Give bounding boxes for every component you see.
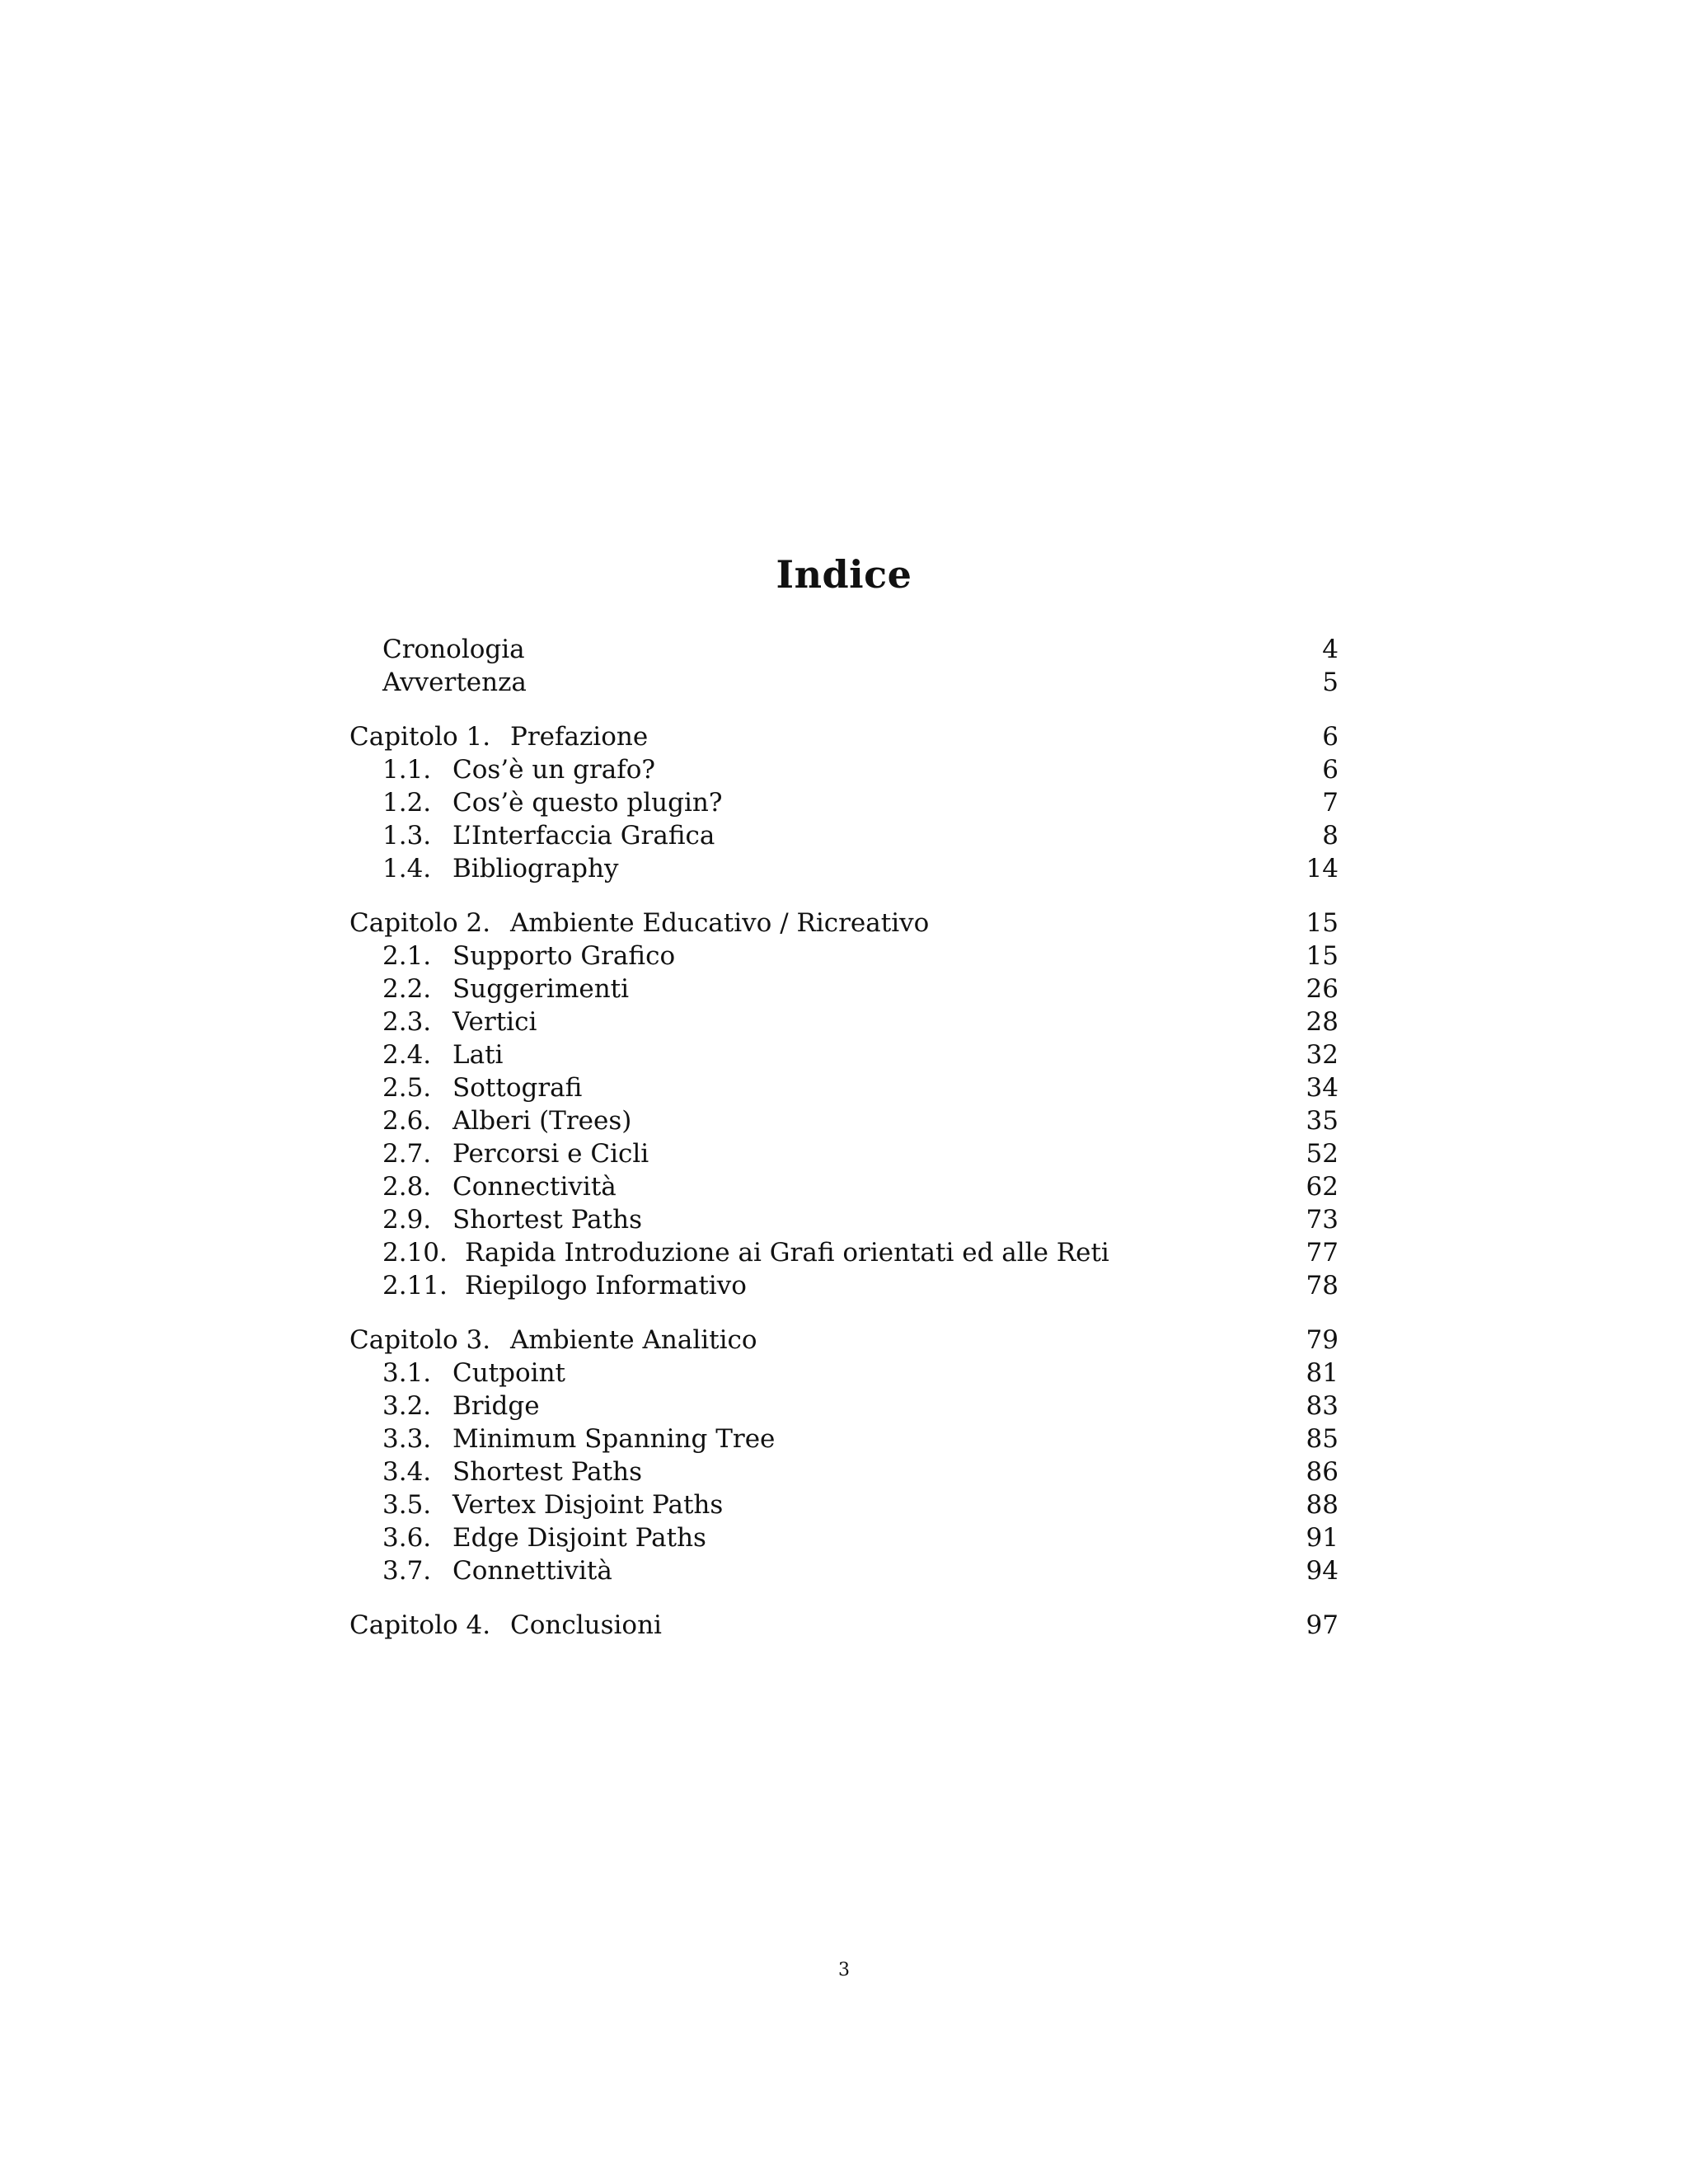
toc-entry-page: 62	[1306, 1172, 1339, 1202]
section-number: 2.1.	[382, 941, 432, 971]
toc-entry-section[interactable]	[349, 1269, 1339, 1302]
section-title: Percorsi e Cicli	[452, 1139, 649, 1169]
toc-entry-page: 86	[1306, 1457, 1339, 1487]
chapter-group	[349, 1609, 1339, 1642]
toc-entry-section[interactable]	[349, 1521, 1339, 1554]
section-title: Bridge	[452, 1391, 540, 1421]
section-title: Bibliography	[452, 854, 619, 883]
toc-entry-section[interactable]	[349, 1236, 1339, 1269]
toc-entry-section[interactable]	[349, 1203, 1339, 1236]
section-number: 3.3.	[382, 1424, 432, 1454]
section-number: 3.6.	[382, 1523, 432, 1553]
toc-entry-section[interactable]	[349, 852, 1339, 885]
toc-entry-page: 81	[1306, 1358, 1339, 1388]
chapter-number: Capitolo 2.	[349, 908, 491, 938]
toc-entry-front[interactable]	[349, 666, 1339, 699]
chapter-title: Ambiente Analitico	[510, 1325, 757, 1355]
toc-entry-front[interactable]	[349, 633, 1339, 666]
section-number: 3.1.	[382, 1358, 432, 1388]
section-number: 2.6.	[382, 1106, 432, 1136]
toc-entry-chapter[interactable]	[349, 1609, 1339, 1642]
chapter-title: Prefazione	[510, 722, 649, 752]
section-number: 2.2.	[382, 974, 432, 1004]
section-title: Minimum Spanning Tree	[452, 1424, 776, 1454]
toc-entry-page: 26	[1306, 974, 1339, 1004]
toc-entry-label: Avvertenza	[382, 668, 527, 697]
toc-entry-chapter[interactable]	[349, 1324, 1339, 1357]
chapter-number: Capitolo 3.	[349, 1325, 491, 1355]
chapter-group	[349, 1324, 1339, 1587]
toc-entry-page: 5	[1322, 668, 1339, 697]
toc-entry-section[interactable]	[349, 940, 1339, 972]
section-title: Riepilogo Informativo	[465, 1271, 747, 1301]
section-number: 2.9.	[382, 1205, 432, 1235]
toc-entry-section[interactable]	[349, 1554, 1339, 1587]
toc-entry-page: 85	[1306, 1424, 1339, 1454]
toc-entry-section[interactable]	[349, 786, 1339, 819]
section-number: 3.2.	[382, 1391, 432, 1421]
toc-entry-section[interactable]	[349, 1357, 1339, 1390]
toc-entry-section[interactable]	[349, 1137, 1339, 1170]
toc-entry-section[interactable]	[349, 1488, 1339, 1521]
section-number: 3.7.	[382, 1556, 432, 1586]
toc-entry-section[interactable]	[349, 1005, 1339, 1038]
section-title: Alberi (Trees)	[452, 1106, 632, 1136]
toc-entry-page: 88	[1306, 1490, 1339, 1520]
toc-entry-section[interactable]	[349, 1104, 1339, 1137]
toc-entry-page: 35	[1306, 1106, 1339, 1136]
section-number: 2.10.	[382, 1238, 448, 1268]
toc-entry-chapter[interactable]	[349, 720, 1339, 753]
section-title: L’Interfaccia Grafica	[452, 821, 715, 851]
toc-entry-section[interactable]	[349, 819, 1339, 852]
section-number: 2.3.	[382, 1007, 432, 1037]
toc-entry-page: 34	[1306, 1073, 1339, 1103]
toc-entry-section[interactable]	[349, 753, 1339, 786]
section-number: 2.11.	[382, 1271, 448, 1301]
toc-entry-section[interactable]	[349, 1390, 1339, 1422]
toc-entry-page: 32	[1306, 1040, 1339, 1070]
toc-entry-chapter[interactable]	[349, 907, 1339, 940]
section-title: Edge Disjoint Paths	[452, 1523, 706, 1553]
section-title: Lati	[452, 1040, 504, 1070]
section-number: 2.7.	[382, 1139, 432, 1169]
toc-entry-page: 7	[1322, 788, 1339, 818]
section-title: Vertex Disjoint Paths	[452, 1490, 724, 1520]
chapter-number: Capitolo 4.	[349, 1610, 491, 1640]
section-title: Shortest Paths	[452, 1457, 642, 1487]
section-title: Cos’è un grafo?	[452, 755, 656, 785]
toc-entry-page: 79	[1306, 1325, 1339, 1355]
chapter-group	[349, 720, 1339, 885]
section-title: Connettività	[452, 1556, 612, 1586]
toc-entry-section[interactable]	[349, 1038, 1339, 1071]
section-number: 1.3.	[382, 821, 432, 851]
toc-entry-page: 52	[1306, 1139, 1339, 1169]
toc-entry-section[interactable]	[349, 1422, 1339, 1455]
toc-entry-page: 15	[1306, 908, 1339, 938]
toc-entry-page: 4	[1322, 635, 1339, 664]
toc-entry-section[interactable]	[349, 1455, 1339, 1488]
section-number: 1.2.	[382, 788, 432, 818]
toc-entry-page: 6	[1322, 755, 1339, 785]
section-title: Connectività	[452, 1172, 617, 1202]
table-of-contents	[349, 633, 1339, 1663]
toc-entry-section[interactable]	[349, 1170, 1339, 1203]
toc-entry-page: 14	[1306, 854, 1339, 883]
section-title: Vertici	[452, 1007, 537, 1037]
section-number: 3.4.	[382, 1457, 432, 1487]
toc-entry-page: 6	[1322, 722, 1339, 752]
section-title: Rapida Introduzione ai Grafi orientati ed alle Reti	[465, 1238, 1109, 1268]
section-number: 1.1.	[382, 755, 432, 785]
section-number: 2.4.	[382, 1040, 432, 1070]
section-title: Cutpoint	[452, 1358, 565, 1388]
front-matter-group	[349, 633, 1339, 699]
toc-entry-section[interactable]	[349, 972, 1339, 1005]
toc-entry-page: 28	[1306, 1007, 1339, 1037]
section-number: 2.8.	[382, 1172, 432, 1202]
toc-entry-page: 8	[1322, 821, 1339, 851]
toc-entry-page: 91	[1306, 1523, 1339, 1553]
toc-entry-page: 15	[1306, 941, 1339, 971]
toc-entry-label: Cronologia	[382, 635, 525, 664]
toc-entry-page: 97	[1306, 1610, 1339, 1640]
toc-entry-page: 78	[1306, 1271, 1339, 1301]
section-title: Suggerimenti	[452, 974, 630, 1004]
toc-entry-page: 83	[1306, 1391, 1339, 1421]
section-title: Shortest Paths	[452, 1205, 642, 1235]
chapter-title: Conclusioni	[510, 1610, 662, 1640]
chapter-number: Capitolo 1.	[349, 722, 491, 752]
section-title: Sottografi	[452, 1073, 583, 1103]
chapter-group	[349, 907, 1339, 1302]
page-title: Indice	[776, 551, 912, 597]
chapter-title: Ambiente Educativo / Ricreativo	[510, 908, 930, 938]
toc-entry-section[interactable]	[349, 1071, 1339, 1104]
toc-entry-page: 73	[1306, 1205, 1339, 1235]
section-title: Supporto Grafico	[452, 941, 676, 971]
toc-entry-page: 77	[1306, 1238, 1339, 1268]
toc-entry-page: 94	[1306, 1556, 1339, 1586]
section-number: 3.5.	[382, 1490, 432, 1520]
page-number: 3	[838, 1960, 850, 1980]
section-number: 2.5.	[382, 1073, 432, 1103]
section-title: Cos’è questo plugin?	[452, 788, 723, 818]
section-number: 1.4.	[382, 854, 432, 883]
